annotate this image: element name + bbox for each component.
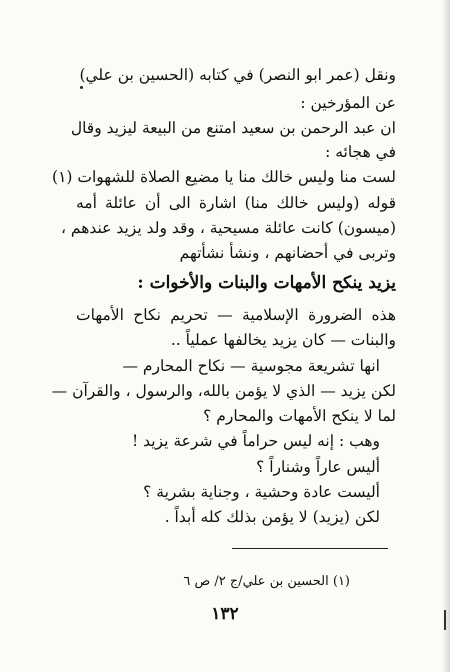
text-line-16: أليس عاراً وشناراً ؟ [256, 458, 380, 476]
text-line-11: والبنات — كان يزيد يخالفها عملياً .. [170, 331, 396, 349]
text-line-13: لكن يزيد — الذي لا يؤمن بالله، والرسول ، والقرآن — [51, 382, 396, 400]
text-line-3: ان عبد الرحمن بن سعيد امتنع من البيعة ليزيد وقال [70, 119, 396, 137]
page-number: ١٣٢ [211, 604, 239, 624]
text-line-14: لما لا ينكح الأمهات والمحارم ؟ [203, 407, 396, 425]
text-line-8: وتربى في أحضانهم ، ونشأ نشأتهم [179, 244, 396, 262]
page-edge-shadow [442, 0, 450, 672]
text-line-10: هذه الضرورة الإسلامية — تحريم نكاح الأمهات [76, 306, 396, 324]
text-line-5: لست منا وليس خالك منا يا مضيع الصلاة للشهوات (١) [52, 168, 396, 186]
text-line-17: أليست عادة وحشية ، وجناية بشرية ؟ [143, 483, 380, 501]
text-line-15: وهب : إنه ليس حراماً في شرعة يزيد ! [131, 432, 380, 450]
text-line-7: (ميسون) كانت عائلة مسيحية ، وقد ولد يزيد عندهم ، [60, 219, 396, 237]
text-line-2: عن المؤرخين : [300, 94, 396, 112]
text-line-18: لكن (يزيد) لا يؤمن بذلك كله أبداً . [164, 508, 380, 526]
text-line-1: ونقل (عمر ابو النصر) في كتابه (الحسين بن علي) [79, 66, 396, 84]
speck-mark [80, 86, 83, 89]
text-line-6: قوله (وليس خالك منا) اشارة الى أن عائلة أمه [76, 194, 396, 212]
footnote-divider [232, 548, 388, 549]
edge-mark [444, 610, 446, 630]
section-heading: يزيد ينكح الأمهات والبنات والأخوات : [137, 273, 396, 293]
text-line-12: انها تشريعة مجوسية — نكاح المحارم — [122, 357, 380, 375]
footnote: (١) الحسين بن علي/ج ٢/ ص ٦ [183, 574, 350, 589]
text-line-4: في هجائه : [325, 143, 396, 161]
